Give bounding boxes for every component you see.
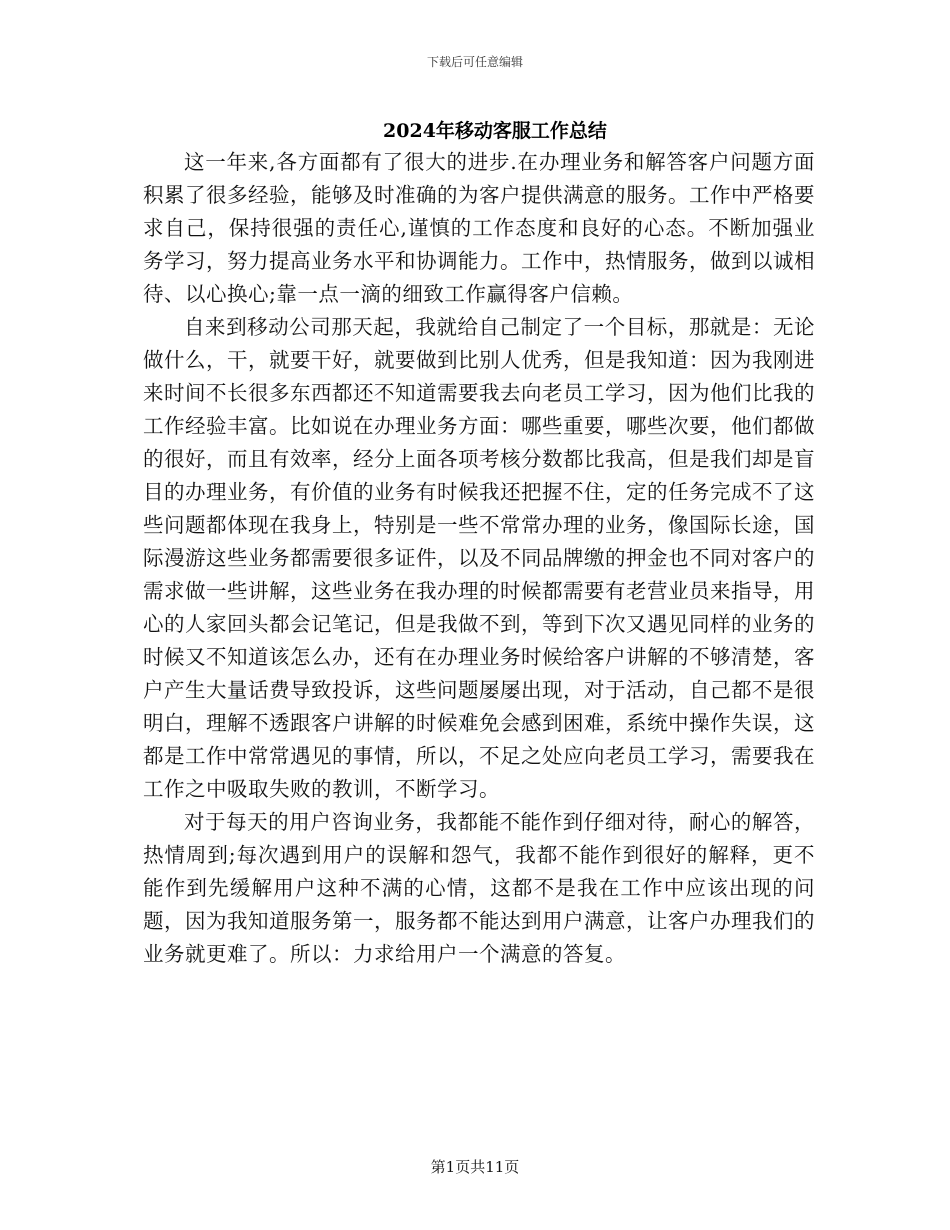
header-note: 下载后可任意编辑: [426, 55, 523, 69]
paragraph-2: 自来到移动公司那天起，我就给自己制定了一个目标，那就是：无论做什么，干，就要干好，就要做到比别人优秀，但是我知道：因为我刚进来时间不长很多东西都还不知道需要我去向老员工学习，因为他们比我的工作经验丰富。比如说在办理业务方面：哪些重要，哪些次要，他们都做的很好，而且有效率，经分上面各项考核分数都比我高，但是我们却是盲目的办理业务，有价值的业务有时候我还把握不住，定的任务完成不了这些问题都体现在我身上，特别是一些不常常办理的业务，像国际长途，国际漫游这些业务都需要很多证件，以及不同品牌缴的押金也不同对客户的需求做一些讲解，这些业务在我办理的时候都需要有老营业员来指导，用心的人家回头都会记笔记，但是我做不到，等到下次又遇见同样的业务的时候又不知道该怎么办，还有在办理业务时候给客户讲解的不够清楚，客户产生大量话费导致投诉，这些问题屡屡出现，对于活动，自己都不是很明白，理解不透跟客户讲解的时候难免会感到困难，系统中操作失误，这都是工作中常常遇见的事情，所以，不足之处应向老员工学习，需要我在工作之中吸取失败的教训，不断学习。: [143, 315, 815, 801]
paragraph-1: 这一年来,各方面都有了很大的进步.在办理业务和解答客户问题方面积累了很多经验，能够及时准确的为客户提供满意的服务。工作中严格要求自己，保持很强的责任心,谨慎的工作态度和良好的心态。不断加强业务学习，努力提高业务水平和协调能力。工作中，热情服务，做到以诚相待、以心换心;靠一点一滴的细致工作赢得客户信赖。: [143, 150, 815, 306]
page-footer: 第1页共11页: [430, 1158, 520, 1176]
paragraph-3: 对于每天的用户咨询业务，我都能不能作到仔细对待，耐心的解答，热情周到;每次遇到用户的误解和怨气，我都不能作到很好的解释，更不能作到先缓解用户这种不满的心情，这都不是我在工作中应该出现的问题，因为我知道服务第一，服务都不能达到用户满意，让客户办理我们的业务就更难了。所以：力求给用户一个满意的答复。: [143, 810, 815, 966]
document-title: 2024年移动客服工作总结: [383, 120, 607, 142]
document-body: [143, 146, 815, 971]
